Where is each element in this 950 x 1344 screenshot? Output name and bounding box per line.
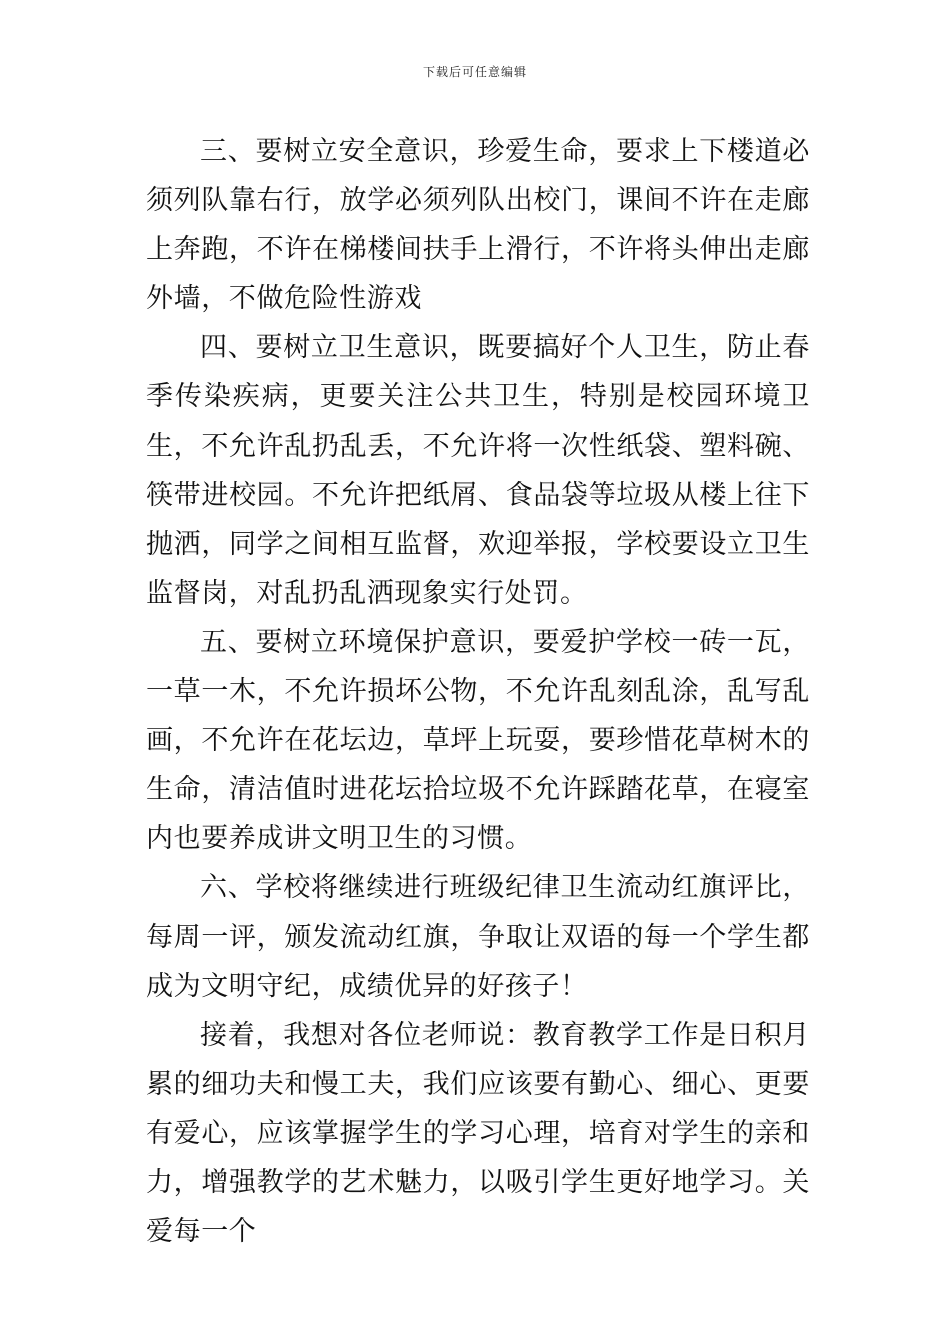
document-body bbox=[146, 127, 810, 1256]
paragraph-teachers: 接着，我想对各位老师说：教育教学工作是日积月累的细功夫和慢工夫，我们应该要有勤心、细心、更要有爱心，应该掌握学生的学习心理，培育对学生的亲和力，增强教学的艺术魅力，以吸引学生更好地学习。关爱每一个 bbox=[146, 1019, 810, 1248]
paragraph-hygiene: 四、要树立卫生意识，既要搞好个人卫生，防止春季传染疾病，更要关注公共卫生，特别是校园环境卫生，不允许乱扔乱丢，不允许将一次性纸袋、塑料碗、筷带进校园。不允许把纸屑、食品袋等垃圾从楼上往下抛洒，同学之间相互监督，欢迎举报，学校要设立卫生监督岗，对乱扔乱洒现象实行处罚。 bbox=[146, 332, 810, 609]
paragraph-environment: 五、要树立环境保护意识，要爱护学校一砖一瓦，一草一木，不允许损坏公物，不允许乱刻乱涂，乱写乱画，不允许在花坛边，草坪上玩耍，要珍惜花草树木的生命，清洁值时进花坛拾垃圾不允许踩踏花草，在寝室内也要养成讲文明卫生的习惯。 bbox=[146, 626, 810, 855]
paragraph-safety: 三、要树立安全意识，珍爱生命，要求上下楼道必须列队靠右行，放学必须列队出校门，课间不许在走廊上奔跑，不许在梯楼间扶手上滑行，不许将头伸出走廊外墙，不做危险性游戏 bbox=[146, 136, 810, 315]
paragraph-red-flag: 六、学校将继续进行班级纪律卫生流动红旗评比，每周一评，颁发流动红旗，争取让双语的每一个学生都成为文明守纪，成绩优异的好孩子！ bbox=[146, 872, 810, 1002]
page-header: 下载后可任意编辑 bbox=[422, 65, 527, 79]
